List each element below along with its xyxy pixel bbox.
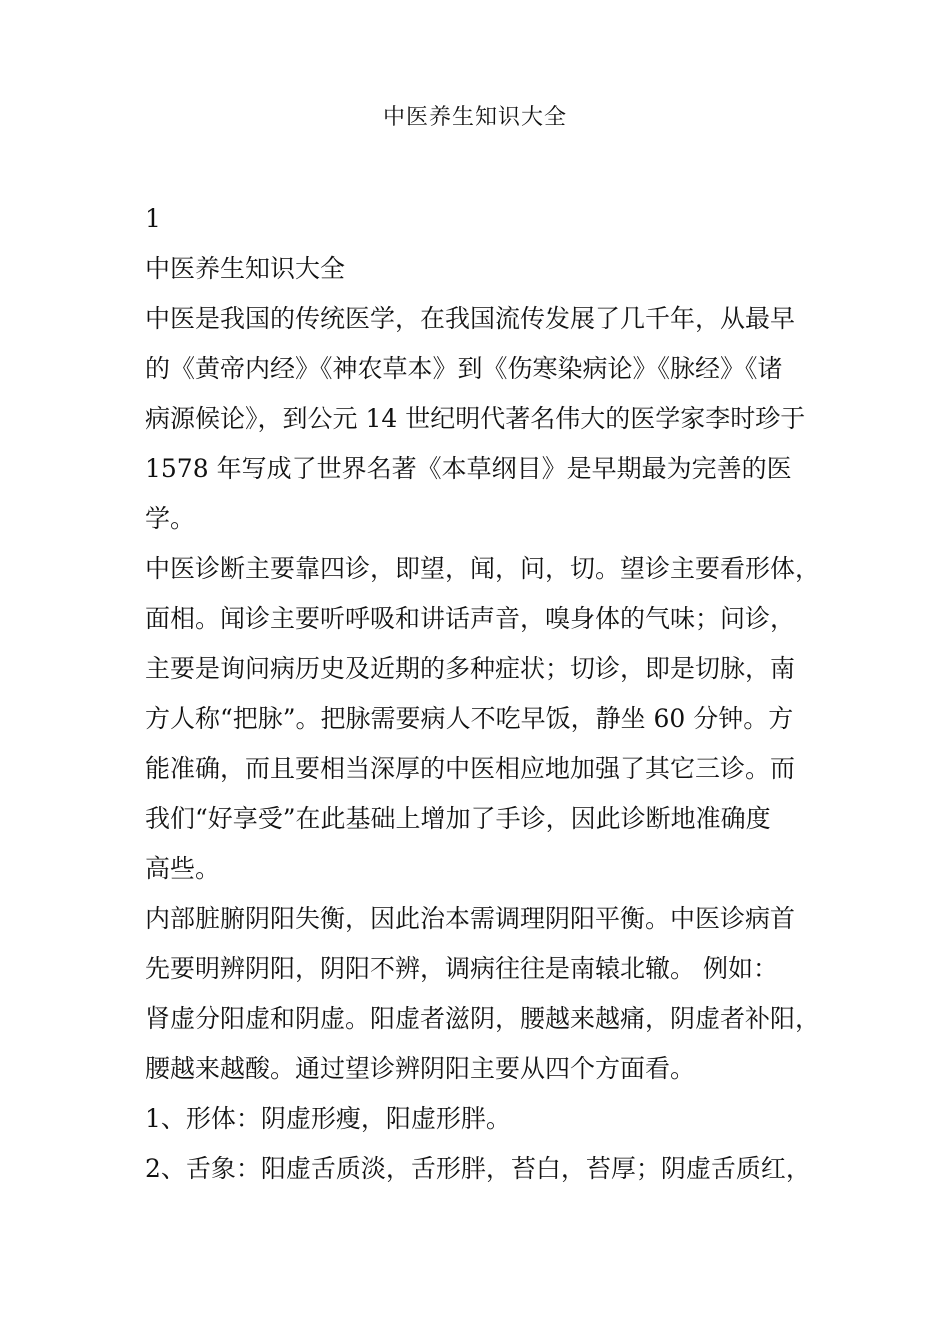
text-line: 中医诊断主要靠四诊，即望，闻，问，切。望诊主要看形体，	[145, 554, 821, 583]
text-line: 能准确，而且要相当深厚的中医相应地加强了其它三诊。而	[145, 754, 796, 783]
text-line: 方人称“把脉”。把脉需要病人不吃早饭，静坐 60 分钟。方	[145, 704, 794, 733]
text-line: 我们“好享受”在此基础上增加了手诊，因此诊断地准确度	[145, 804, 771, 833]
text-line: 中医养生知识大全	[145, 254, 346, 283]
text-line: 内部脏腑阴阳失衡，因此治本需调理阴阳平衡。中医诊病首	[145, 904, 796, 933]
text-line: 2、舌象：阳虚舌质淡，舌形胖，苔白，苔厚；阴虚舌质红，	[145, 1154, 811, 1183]
text-line: 先要明辨阴阳，阴阳不辨，调病往往是南辕北辙。 例如：	[145, 954, 778, 983]
text-line: 腰越来越酸。通过望诊辨阴阳主要从四个方面看。	[145, 1054, 696, 1083]
text-line: 病源候论》，到公元 14 世纪明代著名伟大的医学家李时珍于	[145, 404, 806, 433]
text-line: 学。	[145, 504, 196, 533]
text-line: 中医是我国的传统医学，在我国流传发展了几千年，从最早	[145, 304, 796, 333]
text-line: 肾虚分阳虚和阴虚。阳虚者滋阴，腰越来越痛，阴虚者补阳，	[145, 1004, 821, 1033]
text-line: 1578 年写成了世界名著《本草纲目》是早期最为完善的医	[145, 454, 792, 483]
text-line: 主要是询问病历史及近期的多种症状；切诊，即是切脉，南	[145, 654, 796, 683]
document-body	[145, 200, 821, 1200]
page-title: 中医养生知识大全	[382, 105, 567, 130]
text-line: 的《黄帝内经》《神农草本》到《伤寒染病论》《脉经》《诸	[145, 354, 783, 383]
text-line: 1、形体：阴虚形瘦，阳虚形胖。	[145, 1104, 511, 1133]
text-line: 高些。	[145, 854, 221, 883]
text-line: 1	[145, 204, 161, 233]
text-line: 面相。闻诊主要听呼吸和讲话声音，嗅身体的气味；问诊，	[145, 604, 796, 633]
